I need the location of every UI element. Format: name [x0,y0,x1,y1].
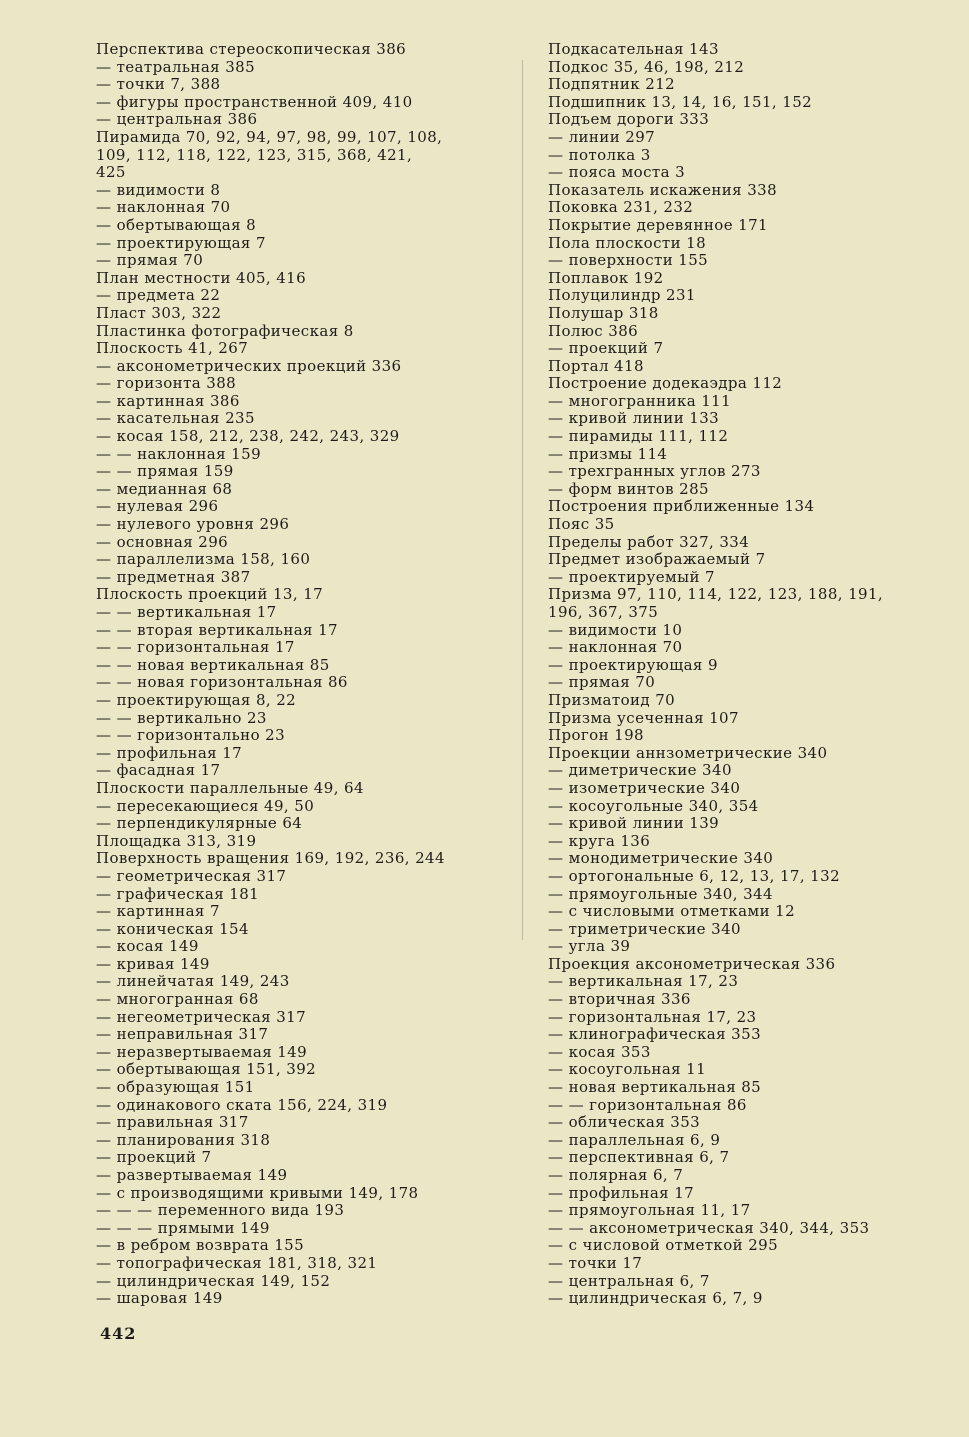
index-entry: — профильная 17 [548,1183,695,1202]
index-entry: — прямая 70 [548,673,656,692]
index-entry: — вертикальная 17, 23 [548,972,739,991]
index-entry: — многогранная 68 [96,990,259,1009]
index-entry: — медианная 68 [96,479,233,498]
index-entry: Портал 418 [548,356,644,375]
index-entry: — новая вертикальная 85 [548,1078,762,1097]
index-entry: — вторичная 336 [548,990,691,1009]
index-entry: — пересекающиеся 49, 50 [96,796,315,815]
index-entry: Призма 97, 110, 114, 122, 123, 188, 191, [548,585,884,604]
index-entry: — цилиндрическая 149, 152 [96,1271,331,1290]
index-entry: — полярная 6, 7 [548,1166,684,1184]
index-entry: — фасадная 17 [96,761,221,780]
index-entry: — — вертикальная 17 [96,603,277,621]
index-entry: Подпятник 212 [548,75,676,94]
index-entry: — — — переменного вида 193 [96,1201,345,1220]
index-entry: — аксонометрических проекций 336 [96,356,402,375]
index-entry: — перспективная 6, 7 [548,1148,730,1167]
index-entry: — обертывающая 8 [96,215,257,234]
index-entry: — круга 136 [548,831,651,850]
index-entry: — правильная 317 [96,1113,249,1132]
index-entry: — развертываемая 149 [96,1166,288,1184]
index-entry: Плоскость 41, 267 [96,339,249,358]
index-column-right [548,41,940,1308]
index-entry: — проекций 7 [548,339,664,358]
index-entry: — — аксонометрическая 340, 344, 353 [548,1218,870,1237]
index-entry: — облическая 353 [548,1113,701,1132]
index-entry: — с числовой отметкой 295 [548,1236,779,1255]
index-entry: — центральная 6, 7 [548,1271,710,1290]
index-entry: — нулевого уровня 296 [96,515,290,534]
index-entry: — изометрические 340 [548,778,741,797]
index-entry: — перпендикулярные 64 [96,814,303,833]
index-entry: — неразвертываемая 149 [96,1042,308,1061]
index-entry: — видимости 10 [548,620,683,639]
index-entry: — потолка 3 [548,145,651,164]
index-entry: — с числовыми отметками 12 [548,902,796,921]
index-entry: 425 [96,163,126,182]
index-entry: Подшипник 13, 14, 16, 151, 152 [548,92,813,111]
index-entry: — кривая 149 [96,954,210,973]
index-entry: Подъем дороги 333 [548,110,710,129]
index-entry: — предметная 387 [96,567,251,586]
index-entry: Пирамида 70, 92, 94, 97, 98, 99, 107, 108, [96,127,443,146]
index-entry: — коническая 154 [96,919,249,938]
column-divider [522,60,523,940]
index-entry: — — прямая 159 [96,462,234,481]
index-entry: — картинная 7 [96,902,220,921]
index-entry: — обертывающая 151, 392 [96,1060,317,1079]
page-number: 442 [100,1324,137,1343]
index-entry: — проектирующая 7 [96,233,266,252]
index-entry: — — горизонтальная 86 [548,1095,747,1114]
index-entry: Покрытие деревянное 171 [548,215,768,234]
index-entry: — трехгранных углов 273 [548,462,761,481]
index-entry: Полушар 318 [548,303,659,322]
index-entry: Перспектива стереоскопическая 386 [96,40,407,58]
index-entry: Поплавок 192 [548,268,664,287]
index-entry: — клинографическая 353 [548,1025,762,1044]
index-entry: Построения приближенные 134 [548,497,815,516]
index-entry: — — вторая вертикальная 17 [96,620,338,639]
index-entry: — ортогональные 6, 12, 13, 17, 132 [548,866,841,885]
index-entry: — кривой линии 139 [548,814,720,833]
index-entry: — шаровая 149 [96,1289,223,1308]
index-entry: — проектирующая 9 [548,655,718,674]
index-entry: — — новая горизонтальная 86 [96,673,348,692]
index-entry: — многогранника 111 [548,391,732,410]
index-entry: Поковка 231, 232 [548,198,694,217]
index-column-left [96,41,508,1308]
index-entry: Полюс 386 [548,321,639,340]
index-entry: — профильная 17 [96,743,243,762]
index-entry: — фигуры пространственной 409, 410 [96,92,413,111]
index-entry: — кривой линии 133 [548,409,720,428]
index-entry: — касательная 235 [96,409,255,428]
index-entry: — точки 17 [548,1253,643,1272]
index-entry: — прямая 70 [96,251,204,270]
index-entry: Призма усеченная 107 [548,708,739,727]
index-entry: Подкос 35, 46, 198, 212 [548,57,745,76]
index-entry: — горизонтальная 17, 23 [548,1007,757,1026]
index-entry: — пояса моста 3 [548,163,686,182]
index-entry: Полуцилиндр 231 [548,286,696,305]
index-entry: Предмет изображаемый 7 [548,550,766,569]
index-entry: — — наклонная 159 [96,444,262,463]
index-entry: — предмета 22 [96,286,221,305]
index-entry: — косая 149 [96,937,199,956]
index-entry: Пласт 303, 322 [96,303,222,322]
index-entry: — точки 7, 388 [96,75,221,94]
index-entry: — линии 297 [548,127,656,146]
index-entry: — одинакового ската 156, 224, 319 [96,1095,388,1114]
index-entry: — наклонная 70 [548,638,683,657]
index-entry: Пола плоскости 18 [548,233,707,252]
index-entry: Построение додекаэдра 112 [548,374,783,393]
index-entry: — проекций 7 [96,1148,212,1167]
index-entry: — картинная 386 [96,391,240,410]
index-entry: — угла 39 [548,937,631,956]
index-entry: — форм винтов 285 [548,479,709,498]
index-entry: — косоугольная 11 [548,1060,707,1079]
index-entry: — цилиндрическая 6, 7, 9 [548,1289,763,1308]
index-entry: — образующая 151 [96,1078,255,1097]
index-entry: — — вертикально 23 [96,708,267,727]
index-entry: 196, 367, 375 [548,603,659,621]
index-entry: Поверхность вращения 169, 192, 236, 244 [96,849,445,868]
index-entry: — в ребром возврата 155 [96,1236,305,1255]
index-entry: — планирования 318 [96,1130,271,1149]
index-entry: — параллелизма 158, 160 [96,550,311,569]
index-entry: Плоскости параллельные 49, 64 [96,778,364,797]
index-entry: — косая 353 [548,1042,651,1061]
index-entry: Проекции аннзометрические 340 [548,743,828,762]
index-entry: — прямоугольная 11, 17 [548,1201,751,1220]
index-entry: — негеометрическая 317 [96,1007,307,1026]
index-entry: Показатель искажения 338 [548,180,778,199]
index-entry: — нулевая 296 [96,497,219,516]
index-entry: — — новая вертикальная 85 [96,655,330,674]
index-entry: — геометрическая 317 [96,866,287,885]
index-entry: — топографическая 181, 318, 321 [96,1253,378,1272]
index-entry: — центральная 386 [96,110,258,129]
index-entry: — проектируемый 7 [548,567,715,586]
index-entry: — — горизонтально 23 [96,726,286,745]
index-entry: — наклонная 70 [96,198,231,217]
index-entry: 109, 112, 118, 122, 123, 315, 368, 421, [96,145,413,164]
index-entry: — основная 296 [96,532,229,551]
index-entry: — диметрические 340 [548,761,732,780]
index-entry: Площадка 313, 319 [96,831,257,850]
index-entry: — — горизонтальная 17 [96,638,295,657]
index-entry: Проекция аксонометрическая 336 [548,954,836,973]
index-entry: Призматоид 70 [548,690,676,709]
index-entry: — проектирующая 8, 22 [96,690,297,709]
index-entry: — видимости 8 [96,180,221,199]
index-entry: — призмы 114 [548,444,668,463]
index-entry: Плоскость проекций 13, 17 [96,585,324,604]
index-entry: — — — прямыми 149 [96,1218,270,1237]
index-entry: — неправильная 317 [96,1025,269,1044]
index-entry: — косоугольные 340, 354 [548,796,759,815]
index-entry: — поверхности 155 [548,251,709,270]
index-entry: Пояс 35 [548,515,615,534]
index-entry: Подкасательная 143 [548,40,719,58]
index-entry: — с производящими кривыми 149, 178 [96,1183,419,1202]
index-entry: — горизонта 388 [96,374,237,393]
index-entry: — графическая 181 [96,884,260,903]
index-entry: — косая 158, 212, 238, 242, 243, 329 [96,427,400,446]
index-entry: — прямоугольные 340, 344 [548,884,773,903]
index-entry: — параллельная 6, 9 [548,1130,721,1149]
index-entry: — триметрические 340 [548,919,741,938]
index-entry: Пределы работ 327, 334 [548,532,750,551]
index-entry: Пластинка фотографическая 8 [96,321,354,340]
index-entry: — театральная 385 [96,57,256,76]
index-entry: — пирамиды 111, 112 [548,427,729,446]
index-entry: — линейчатая 149, 243 [96,972,290,991]
index-entry: — монодиметрические 340 [548,849,774,868]
index-entry: Прогон 198 [548,726,644,745]
index-entry: План местности 405, 416 [96,268,307,287]
